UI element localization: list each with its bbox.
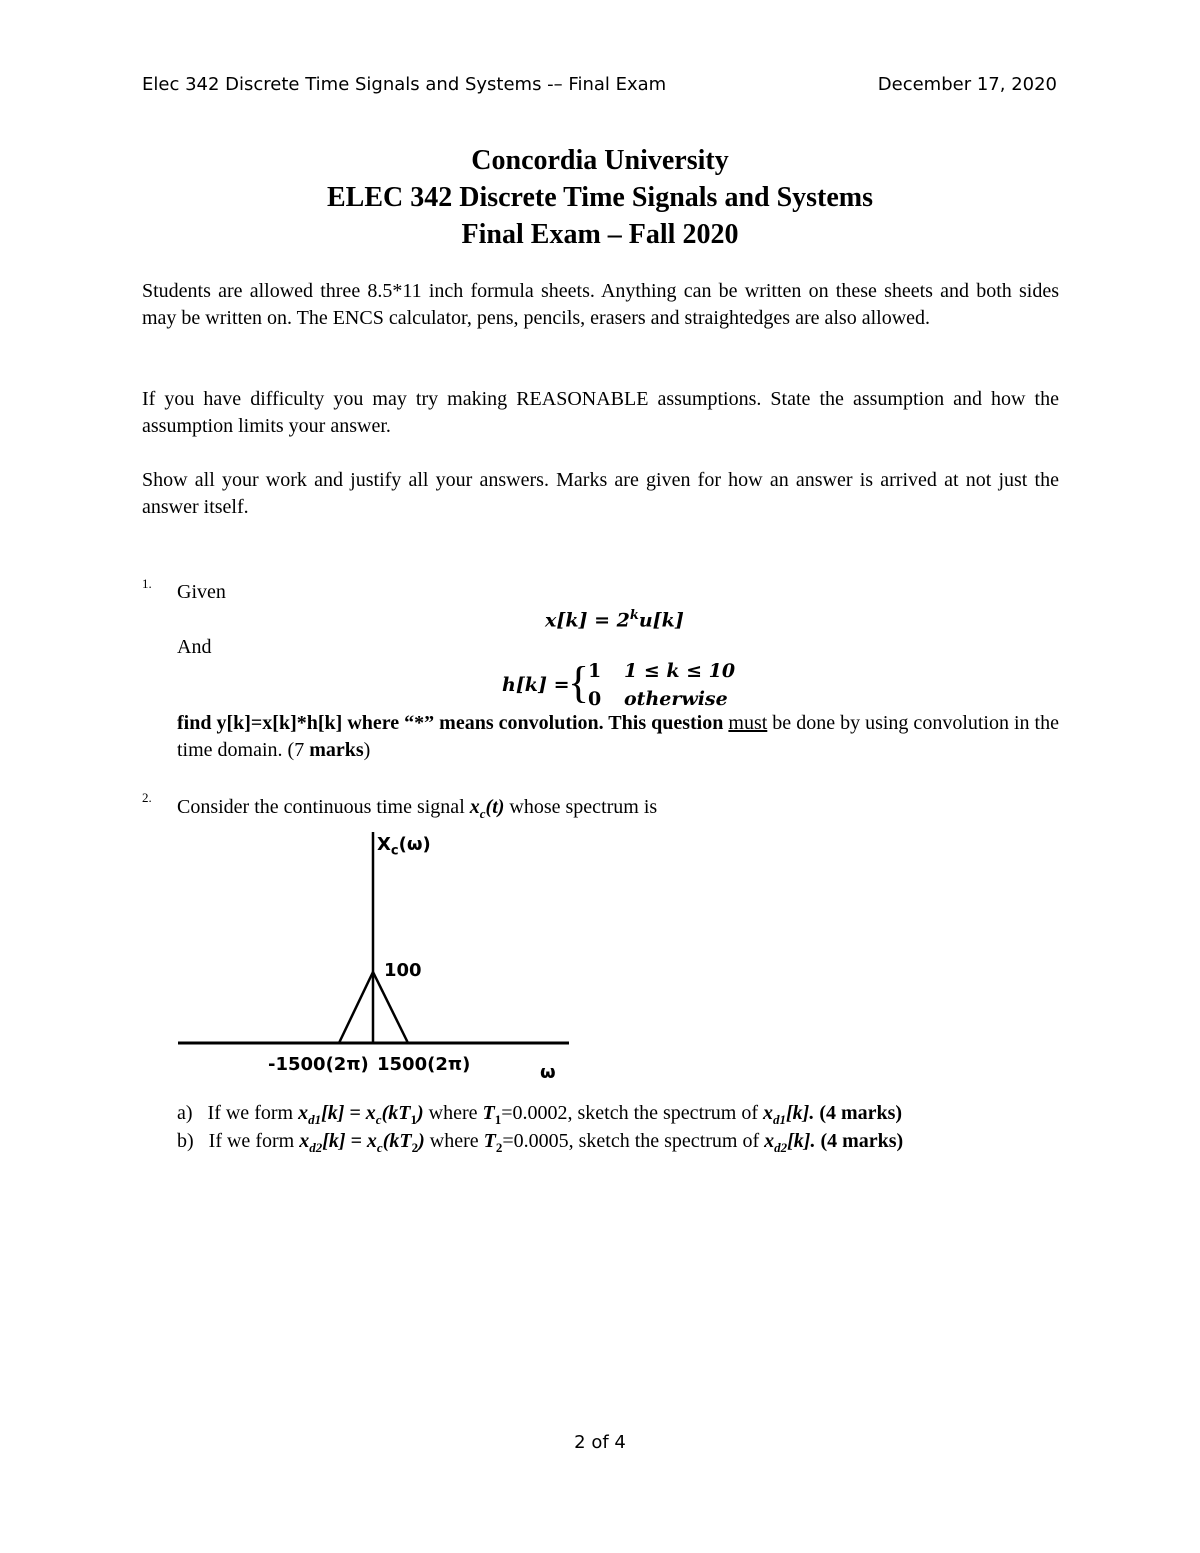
title-course: ELEC 342 Discrete Time Signals and Systems [326, 182, 874, 213]
q1-case1-value: 1 [588, 660, 602, 682]
q1-h-lhs: h[k] = [502, 674, 570, 696]
q2-number: 2. [142, 790, 152, 805]
page-number: 2 of 4 [574, 1432, 626, 1453]
instructions-assumptions: If you have difficulty you may try making REASONABLE assumptions. State the assumption and how the assumption limits your answer. [142, 388, 1059, 437]
q1-brace: { [568, 658, 590, 707]
q1-and: And [177, 636, 212, 658]
instructions-show-work: Show all your work and justify all your answers. Marks are given for how an answer is arrived at not just the answer itself. [142, 469, 1059, 518]
header-date: December 17, 2020 [877, 74, 1057, 95]
q1-case1-condition: 1 ≤ k ≤ 10 [624, 660, 736, 682]
q1-given: Given [177, 581, 226, 603]
plot-triangle-right-edge [373, 972, 408, 1043]
q1-number: 1. [142, 576, 152, 591]
plot-y-label: $X_c(\omega)$ [377, 834, 431, 859]
title-exam: Final Exam – Fall 2020 [461, 219, 739, 250]
q1-case2-condition: otherwise [624, 688, 728, 710]
title-university: Concordia University [471, 145, 729, 176]
q1-x-equation: $x[k] = 2^ku[k]$ [545, 608, 684, 632]
plot-triangle-left-edge [339, 972, 373, 1043]
q2-intro: Consider the continuous time signal $x_c(t)$ whose spectrum is [177, 796, 658, 821]
plot-left-tick-label: -1500(2π) [268, 1054, 369, 1075]
plot-x-label: ω [540, 1062, 556, 1083]
instructions-formula-sheets: Students are allowed three 8.5*11 inch formula sheets. Anything can be written on these sheets and both sides may be written on. The ENCS calculator, pens, pencils, erasers and straightedges are also allowed. [142, 280, 1059, 329]
q2-part-a: a) If we form $x_{d1}[k] = x_c(kT_1)$ where $T_1=0.0002$, sketch the spectrum of $x_{d1}[k]$. (4 marks) [177, 1102, 903, 1127]
q2-part-b: b) If we form $x_{d2}[k] = x_c(kT_2)$ where $T_2=0.0005$, sketch the spectrum of $x_{d2}[k]$. (4 marks) [177, 1130, 904, 1155]
plot-right-tick-label: 1500(2π) [377, 1054, 471, 1075]
header-course: Elec 342 Discrete Time Signals and Systems -– Final Exam [142, 74, 667, 95]
q1-case2-value: 0 [588, 688, 602, 710]
plot-peak-label: 100 [384, 960, 422, 981]
q1-instructions: find y[k]=x[k]*h[k] where “*” means convolution. This question must be done by using convolution in the time domain. (7 marks) [177, 712, 1059, 761]
